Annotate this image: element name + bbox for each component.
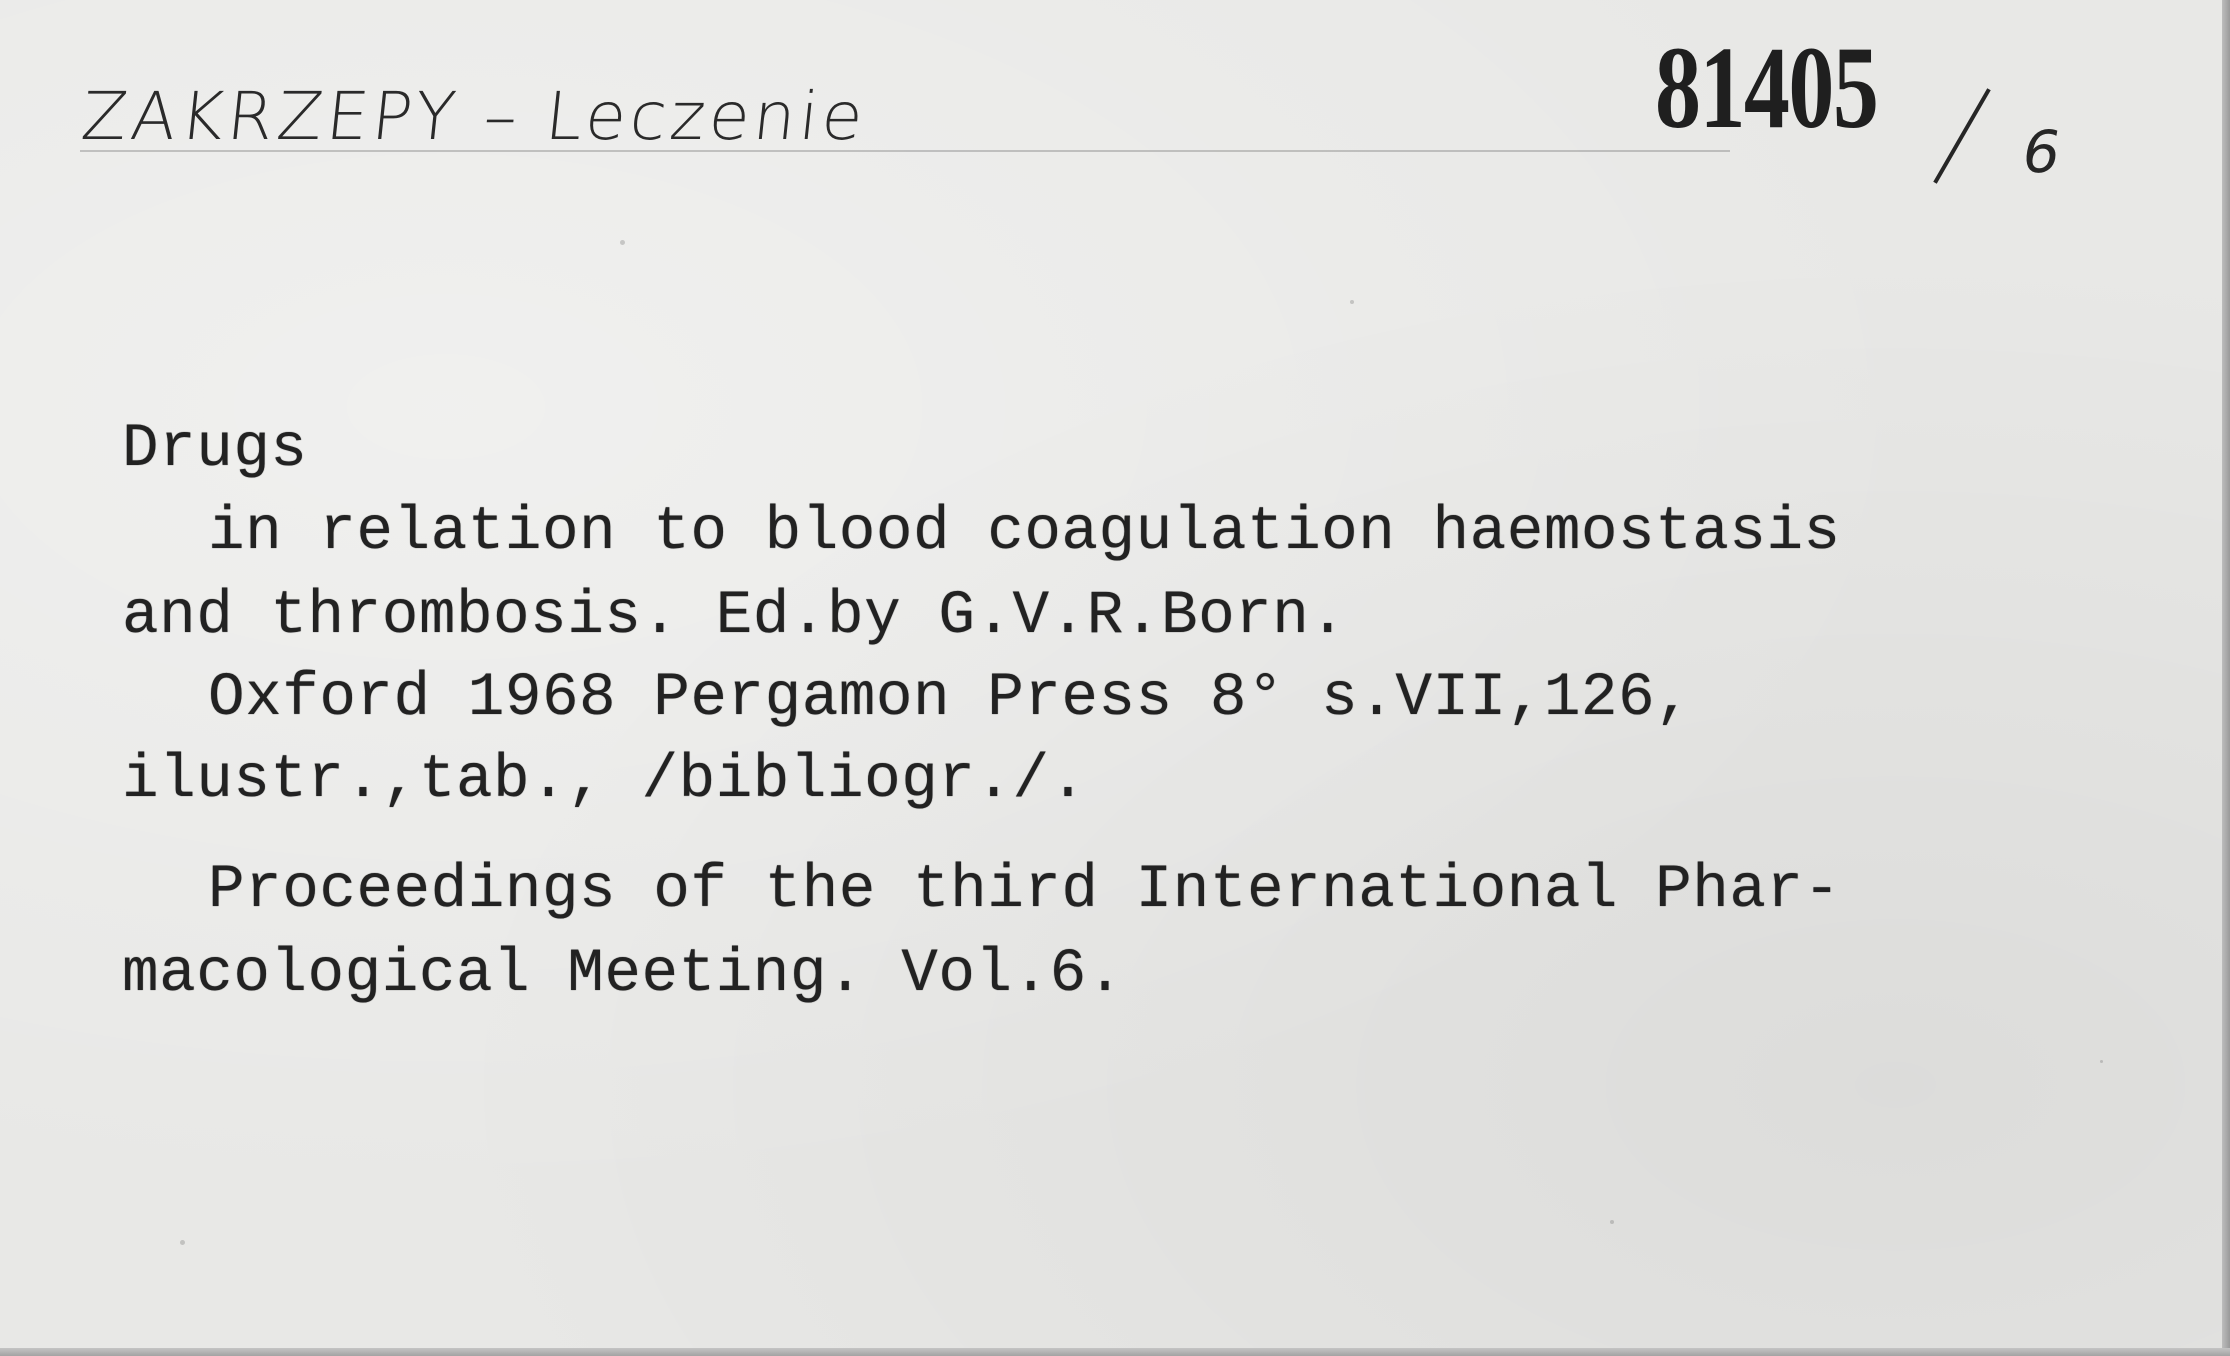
paper-speck <box>1350 300 1354 304</box>
paper-speck <box>620 240 625 245</box>
call-number-slash <box>1933 88 1990 184</box>
title-line-3: and thrombosis. Ed.by G.V.R.Born. <box>122 582 1347 651</box>
series-note-line-1: Proceedings of the third International Phar- <box>208 856 1841 925</box>
call-number: 81405 <box>1655 22 1878 153</box>
title-line-1: Drugs <box>122 415 308 484</box>
call-number-volume: 6 <box>2017 118 2066 186</box>
card-edge-right <box>2222 0 2230 1356</box>
paper-speck <box>1610 1220 1614 1224</box>
imprint-line-1: Oxford 1968 Pergamon Press 8° s.VII,126, <box>208 664 1693 733</box>
subject-heading: ZAKRZEPY – Leczenie <box>77 78 871 155</box>
paper-speck <box>2100 1060 2103 1063</box>
paper-speck <box>180 1240 185 1245</box>
title-line-2: in relation to blood coagulation haemostasis <box>208 498 1841 567</box>
card-edge-bottom <box>0 1348 2230 1356</box>
heading-rule <box>80 150 1730 152</box>
series-note-line-2: macological Meeting. Vol.6. <box>122 940 1124 1009</box>
imprint-line-2: ilustr.,tab., /bibliogr./. <box>122 746 1087 815</box>
